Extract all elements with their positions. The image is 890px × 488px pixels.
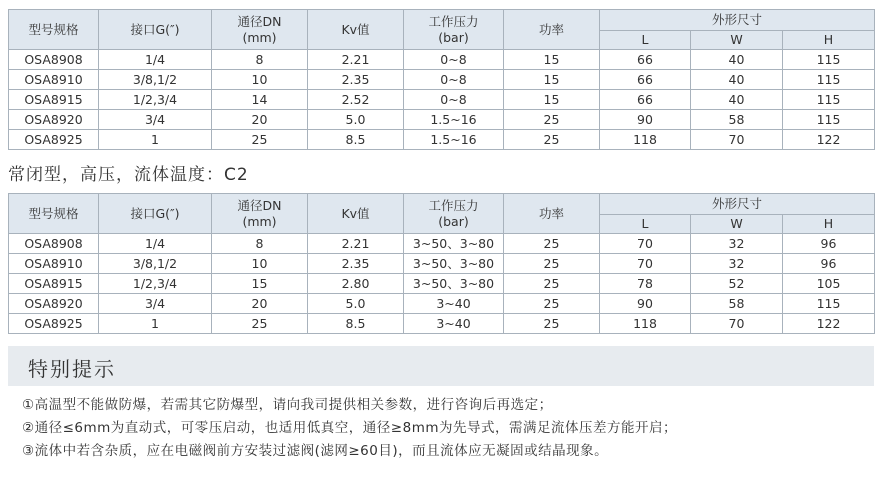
table-row xyxy=(9,314,875,334)
cell-model: OSA8915 xyxy=(9,274,99,294)
cell-power: 25 xyxy=(504,110,600,130)
cell-l: 90 xyxy=(600,294,691,314)
cell-h: 105 xyxy=(783,274,875,294)
cell-pressure: 0~8 xyxy=(404,90,504,110)
cell-kv: 5.0 xyxy=(308,110,404,130)
cell-w: 58 xyxy=(691,110,783,130)
cell-pressure: 0~8 xyxy=(404,70,504,90)
notice-item: ②通径≤6mm为直动式，可零压启动，也适用低真空，通径≥8mm为先导式，需满足流体压差方能开启； xyxy=(22,420,678,436)
cell-dn: 8 xyxy=(212,50,308,70)
cell-l: 66 xyxy=(600,70,691,90)
cell-power: 15 xyxy=(504,50,600,70)
cell-dn: 15 xyxy=(212,274,308,294)
cell-pressure: 1.5~16 xyxy=(404,130,504,150)
header-dn: 通径DN (mm) xyxy=(212,10,308,50)
cell-model: OSA8910 xyxy=(9,70,99,90)
cell-l: 118 xyxy=(600,314,691,334)
header-l: L xyxy=(600,215,691,234)
cell-power: 25 xyxy=(504,254,600,274)
header-port: 接口G(″) xyxy=(99,10,212,50)
header-w: W xyxy=(691,31,783,50)
cell-model: OSA8910 xyxy=(9,254,99,274)
cell-l: 70 xyxy=(600,234,691,254)
cell-model: OSA8908 xyxy=(9,234,99,254)
cell-port: 1 xyxy=(99,314,212,334)
cell-power: 25 xyxy=(504,234,600,254)
cell-h: 115 xyxy=(783,50,875,70)
cell-w: 40 xyxy=(691,50,783,70)
cell-w: 70 xyxy=(691,130,783,150)
cell-kv: 2.80 xyxy=(308,274,404,294)
header-power: 功率 xyxy=(504,10,600,50)
cell-model: OSA8925 xyxy=(9,130,99,150)
table2-title: 常闭型，高压，流体温度：C2 xyxy=(8,165,249,185)
cell-power: 15 xyxy=(504,70,600,90)
table-row xyxy=(9,294,875,314)
notice-header-bar xyxy=(8,346,874,386)
cell-port: 3/4 xyxy=(99,110,212,130)
cell-pressure: 0~8 xyxy=(404,50,504,70)
cell-pressure: 3~40 xyxy=(404,294,504,314)
header-w: W xyxy=(691,215,783,234)
header-pressure: 工作压力 (bar) xyxy=(404,10,504,50)
notice-item: ③流体中若含杂质，应在电磁阀前方安装过滤阀(滤网≥60目)，而且流体应无凝固或结晶现象。 xyxy=(22,443,609,459)
cell-w: 40 xyxy=(691,90,783,110)
cell-dn: 20 xyxy=(212,294,308,314)
cell-kv: 8.5 xyxy=(308,130,404,150)
cell-kv: 5.0 xyxy=(308,294,404,314)
cell-dn: 10 xyxy=(212,254,308,274)
cell-kv: 2.35 xyxy=(308,254,404,274)
cell-l: 66 xyxy=(600,90,691,110)
header-power: 功率 xyxy=(504,194,600,234)
cell-l: 118 xyxy=(600,130,691,150)
header-kv: Kv值 xyxy=(308,10,404,50)
header-h: H xyxy=(783,215,875,234)
cell-w: 32 xyxy=(691,254,783,274)
header-model: 型号规格 xyxy=(9,194,99,234)
cell-h: 122 xyxy=(783,130,875,150)
cell-port: 3/8,1/2 xyxy=(99,70,212,90)
header-h: H xyxy=(783,31,875,50)
cell-port: 3/4 xyxy=(99,294,212,314)
cell-port: 1/4 xyxy=(99,234,212,254)
cell-power: 15 xyxy=(504,90,600,110)
cell-kv: 2.35 xyxy=(308,70,404,90)
header-dims: 外形尺寸 xyxy=(600,194,875,215)
cell-model: OSA8925 xyxy=(9,314,99,334)
cell-dn: 25 xyxy=(212,130,308,150)
header-kv: Kv值 xyxy=(308,194,404,234)
cell-power: 25 xyxy=(504,314,600,334)
notice-item: ①高温型不能做防爆，若需其它防爆型，请向我司提供相关参数，进行咨询后再选定； xyxy=(22,397,553,413)
notice-list xyxy=(22,394,677,463)
header-dn: 通径DN (mm) xyxy=(212,194,308,234)
cell-power: 25 xyxy=(504,294,600,314)
cell-w: 58 xyxy=(691,294,783,314)
table-row xyxy=(9,110,875,130)
header-pressure: 工作压力 (bar) xyxy=(404,194,504,234)
cell-model: OSA8920 xyxy=(9,294,99,314)
table-row xyxy=(9,90,875,110)
cell-w: 40 xyxy=(691,70,783,90)
cell-pressure: 3~50、3~80 xyxy=(404,274,504,294)
spec-table-2 xyxy=(8,193,875,334)
cell-port: 1/4 xyxy=(99,50,212,70)
table-row xyxy=(9,130,875,150)
notice-heading: 特别提示 xyxy=(28,357,116,381)
cell-l: 90 xyxy=(600,110,691,130)
cell-kv: 2.52 xyxy=(308,90,404,110)
cell-dn: 10 xyxy=(212,70,308,90)
table-row xyxy=(9,254,875,274)
cell-h: 96 xyxy=(783,254,875,274)
cell-kv: 2.21 xyxy=(308,50,404,70)
table-row xyxy=(9,50,875,70)
cell-l: 66 xyxy=(600,50,691,70)
cell-model: OSA8920 xyxy=(9,110,99,130)
cell-model: OSA8915 xyxy=(9,90,99,110)
cell-dn: 20 xyxy=(212,110,308,130)
cell-h: 115 xyxy=(783,294,875,314)
cell-h: 122 xyxy=(783,314,875,334)
cell-h: 115 xyxy=(783,90,875,110)
cell-h: 96 xyxy=(783,234,875,254)
cell-w: 70 xyxy=(691,314,783,334)
cell-dn: 14 xyxy=(212,90,308,110)
cell-pressure: 3~50、3~80 xyxy=(404,234,504,254)
cell-h: 115 xyxy=(783,110,875,130)
cell-dn: 8 xyxy=(212,234,308,254)
cell-port: 1 xyxy=(99,130,212,150)
header-l: L xyxy=(600,31,691,50)
cell-pressure: 1.5~16 xyxy=(404,110,504,130)
cell-port: 1/2,3/4 xyxy=(99,90,212,110)
cell-power: 25 xyxy=(504,130,600,150)
header-port: 接口G(″) xyxy=(99,194,212,234)
table-row xyxy=(9,274,875,294)
spec-table-1 xyxy=(8,9,875,150)
cell-power: 25 xyxy=(504,274,600,294)
table-row xyxy=(9,234,875,254)
header-model: 型号规格 xyxy=(9,10,99,50)
cell-pressure: 3~40 xyxy=(404,314,504,334)
table-row xyxy=(9,70,875,90)
cell-dn: 25 xyxy=(212,314,308,334)
cell-l: 78 xyxy=(600,274,691,294)
cell-kv: 2.21 xyxy=(308,234,404,254)
cell-model: OSA8908 xyxy=(9,50,99,70)
cell-port: 1/2,3/4 xyxy=(99,274,212,294)
cell-pressure: 3~50、3~80 xyxy=(404,254,504,274)
cell-w: 52 xyxy=(691,274,783,294)
cell-h: 115 xyxy=(783,70,875,90)
cell-l: 70 xyxy=(600,254,691,274)
cell-w: 32 xyxy=(691,234,783,254)
header-dims: 外形尺寸 xyxy=(600,10,875,31)
cell-port: 3/8,1/2 xyxy=(99,254,212,274)
cell-kv: 8.5 xyxy=(308,314,404,334)
